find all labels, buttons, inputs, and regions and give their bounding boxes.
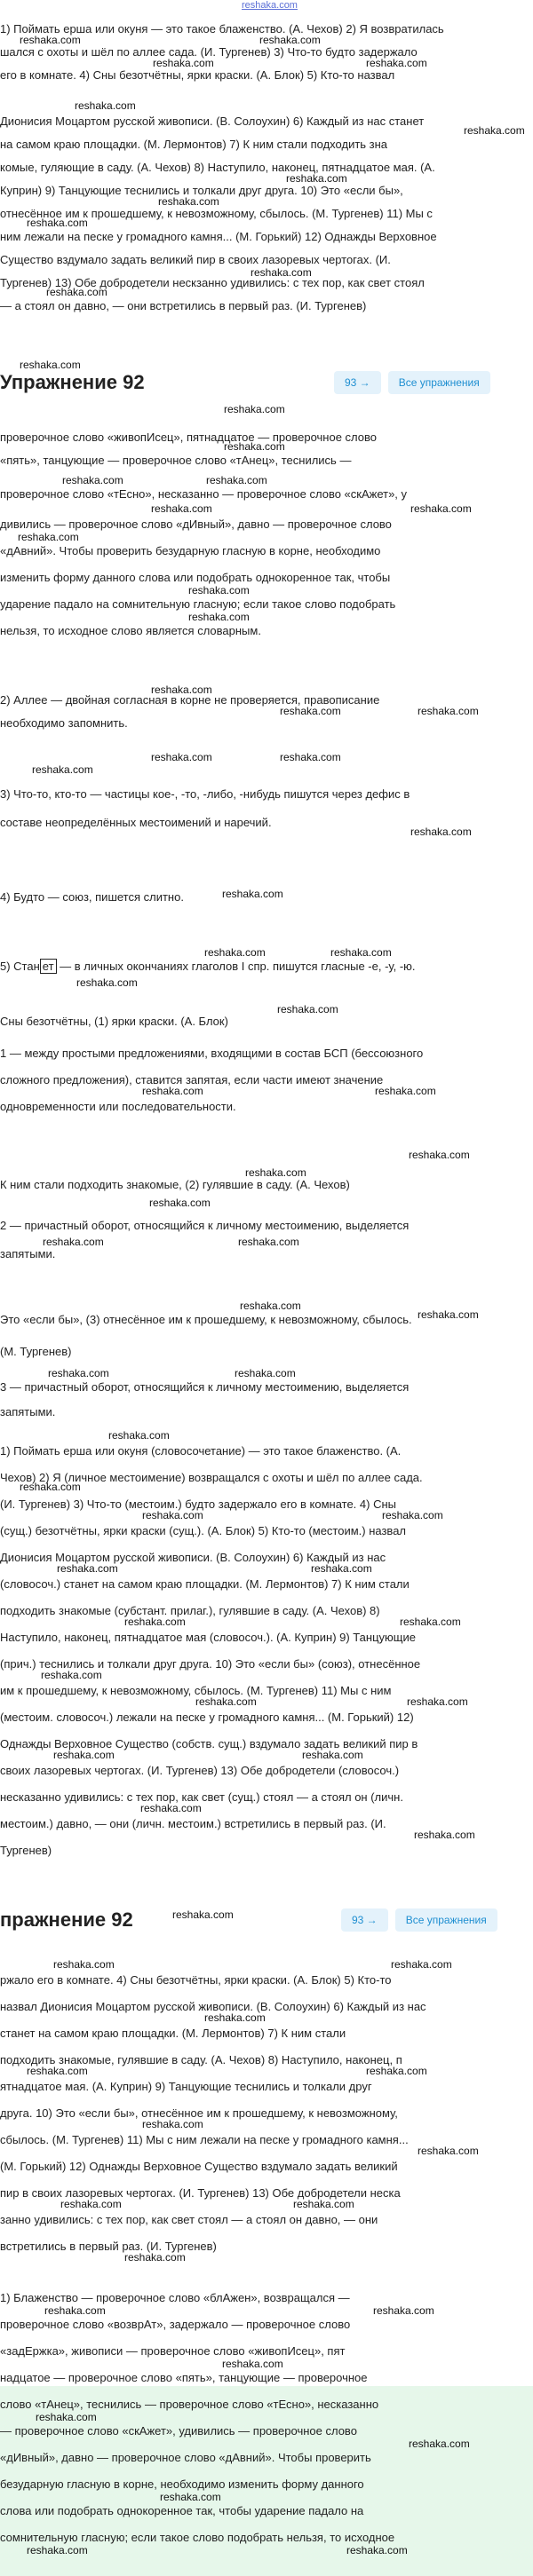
text-line: необходимо запомнить. [0,716,128,730]
text-line: отнесённое им к прошедшему, к невозможному, сбылось. (М. Тургенев) 11) Мы с [0,207,433,220]
watermark: reshaka.com [204,2011,266,2024]
watermark: reshaka.com [418,1308,479,1321]
text-line: одновременности или последовательности. [0,1100,236,1113]
text-line: 1) Поймать ерша или окуня — это такое блаженство. (А. Чехов) 2) Я возвратилась [0,22,444,36]
text-line: составе неопределённых местоимений и наречий. [0,816,272,829]
watermark: reshaka.com [224,440,285,453]
text-line: станет на самом краю площадки. (М. Лермонтов) 7) К ним стали [0,2027,346,2040]
watermark: reshaka.com [53,1749,115,1761]
ending-box: ет [40,959,57,974]
exercise-nav [334,371,490,394]
exercise-title: Упражнение 92 [0,371,145,393]
text-line: 1 — между простыми предложениями, входящими в состав БСП (бессоюзного [0,1047,424,1060]
watermark: reshaka.com [36,2411,97,2423]
watermark: reshaka.com [251,266,312,279]
text-line: проверочное слово «тЕсно», несказанно — проверочное слово «скАжет», у [0,487,408,501]
text-line: местоим.) давно, — они (личн. местоим.) встретились в первый раз. (И. [0,1817,386,1830]
text-line: дивились — проверочное слово «дИвный», давно — проверочное слово [0,518,392,531]
watermark: reshaka.com [32,763,93,776]
text-line: — проверочное слово «скАжет», удивились — проверочное слово [0,2424,357,2438]
text-line: — а стоял он давно, — они встретились в первый раз. (И. Тургенев) [0,299,367,312]
text-line: сомнительную гласную; если такое слово подобрать нельзя, то исходное [0,2531,395,2544]
text-line: (М. Тургенев) [0,1345,72,1358]
watermark: reshaka.com [20,359,81,371]
text-line: назвал Дионисия Моцартом русской живописи. (В. Солоухин) 6) Каждый из нас [0,2000,426,2013]
text-line: Тургенев) 13) Обе добродетели нескзанно удивились: с тех пор, как свет стоял [0,276,425,289]
text-line: Чехов) 2) Я (личное местоимение) возвращался с охоты и шёл по аллее сада. [0,1471,423,1484]
watermark: reshaka.com [142,2118,203,2130]
watermark: reshaka.com [330,946,392,959]
text-line: надцатое — проверочное слово «пять», танцующие — проверочное [0,2371,368,2384]
text-line: своих лазоревых чертогах. (И. Тургенев) 13) Обе добродетели (словосоч.) [0,1764,400,1777]
watermark: reshaka.com [188,611,250,623]
watermark: reshaka.com [382,1509,443,1521]
watermark: reshaka.com [172,1908,234,1921]
watermark: reshaka.com [142,1509,203,1521]
watermark: reshaka.com [75,99,136,112]
text-line: (местоим. словосоч.) лежали на песке у громадного камня... (М. Горький) 12) [0,1711,414,1724]
watermark: reshaka.com [222,2358,283,2370]
watermark: reshaka.com [20,34,81,46]
watermark: reshaka.com [62,474,123,486]
text-line: подходить знакомые (субстант. прилаг.), гулявшие в саду. (А. Чехов) 8) [0,1604,380,1617]
text-line: «пять», танцующие — проверочное слово «тАнец», теснились — [0,454,352,467]
text-line: занно удивились: с тех пор, как свет стоял — а стоял он давно, — они [0,2213,378,2226]
watermark: reshaka.com [280,751,341,763]
watermark: reshaka.com [140,1802,202,1814]
text-line: встретились в первый раз. (И. Тургенев) [0,2240,217,2253]
text-line: Существо вздумало задать великий пир в своих лазоревых чертогах. (И. [0,253,391,266]
watermark: reshaka.com [259,34,321,46]
text-line: 4) Будто — союз, пишется слитно. [0,890,184,904]
text-line: комые, гуляющие в саду. (А. Чехов) 8) Наступило, наконец, пятнадцатое мая. (А. [0,161,435,174]
watermark: reshaka.com [224,403,285,415]
text-line: (сущ.) безотчётны, ярки краски (сущ.). (А. Блок) 5) Кто-то (местоим.) назвал [0,1524,407,1537]
watermark: reshaka.com [153,57,214,69]
text-line: (словосоч.) станет на самом краю площадки. (М. Лермонтов) 7) К ним стали [0,1577,410,1591]
text-line: слова или подобрать однокоренное так, чтобы ударение падало на [0,2504,364,2517]
watermark: reshaka.com [27,2065,88,2077]
all-exercises-button[interactable]: Все упражнения [388,371,490,394]
next-exercise-button[interactable]: 93 → [334,371,381,394]
watermark: reshaka.com [375,1085,436,1097]
text-line: (прич.) теснились и толкали друг друга. 10) Это «если бы» (союз), отнесённое [0,1657,421,1671]
watermark: reshaka.com [400,1616,461,1628]
text-line: нельзя, то исходное слово является словарным. [0,624,261,637]
text-line: 1) Поймать ерша или окуня (словосочетание) — это такое блаженство. (А. [0,1444,402,1458]
text-line: Сны безотчётны, (1) ярки краски. (А. Блок) [0,1015,228,1028]
all-exercises-button[interactable]: Все упражнения [395,1908,497,1932]
watermark: reshaka.com [235,1367,296,1379]
watermark: reshaka.com [293,2198,354,2210]
watermark: reshaka.com [409,2438,470,2450]
text-line: 3) Что-то, кто-то — частицы кое-, -то, -либо, -нибудь пишутся через дефис в [0,787,410,801]
text-line: «дИвный», давно — проверочное слово «дАвний». Чтобы проверить [0,2451,371,2464]
watermark: reshaka.com [46,286,107,298]
text-line: (И. Тургенев) 3) Что-то (местоим.) будто задержало его в комнате. 4) Сны [0,1497,396,1511]
watermark: reshaka.com [409,1149,470,1161]
watermark: reshaka.com [124,2251,186,2264]
watermark: reshaka.com [44,2304,106,2317]
watermark: reshaka.com [407,1695,468,1708]
watermark: reshaka.com [373,2304,434,2317]
watermark: reshaka.com [302,1749,363,1761]
text-line: ятнадцатое мая. (А. Куприн) 9) Танцующие теснились и толкали друг [0,2080,372,2093]
text-line: Тургенев) [0,1844,52,1857]
text-line: 2 — причастный оборот, относящийся к личному местоимению, выделяется [0,1219,410,1232]
next-exercise-button[interactable]: 93 → [341,1908,388,1932]
watermark: reshaka.com [238,1236,299,1248]
watermark: reshaka.com [277,1003,338,1015]
text-line: друга. 10) Это «если бы», отнесённое им к прошедшему, к невозможному, [0,2106,398,2120]
watermark: reshaka.com [418,705,479,717]
text-line: сбылось. (М. Тургенев) 11) Мы с ним лежали на песке у громадного камня... [0,2133,409,2146]
text-line: Дионисия Моцартом русской живописи. (В. Солоухин) 6) Каждый из нас [0,1551,386,1564]
text-line: 3 — причастный оборот, относящийся к личному местоимению, выделяется [0,1380,410,1394]
text-line: запятыми. [0,1405,56,1418]
watermark: reshaka.com [158,195,219,208]
text-fragment: — в личных окончаниях глаголов I спр. пишутся гласные -е, -у, -ю. [56,960,416,973]
text-line: сложного предложения), ставится запятая, если части имеют значение [0,1073,384,1087]
watermark: reshaka.com [414,1829,475,1841]
text-line: Куприн) 9) Танцующие теснились и толкали друг друга. 10) Это «если бы», [0,184,403,197]
watermark: reshaka.com [391,1958,452,1971]
watermark: reshaka.com [27,217,88,229]
text-line: Дионисия Моцартом русской живописи. (В. Солоухин) 6) Каждый из нас станет [0,115,425,128]
watermark: reshaka.com [20,1481,81,1493]
watermark: reshaka.com [346,2544,408,2556]
text-line: Наступило, наконец, пятнадцатое мая (словосоч.). (А. Куприн) 9) Танцующие [0,1631,416,1644]
text-line: ним лежали на песке у громадного камня... (М. Горький) 12) Однажды Верховное [0,230,437,243]
watermark: reshaka.com [311,1562,372,1575]
text-line [0,959,416,975]
watermark: reshaka.com [418,2145,479,2157]
text-line: шался с охоты и шёл по аллее сада. (И. Тургенев) 3) Что-то будто задержало [0,45,418,59]
text-line: 1) Блаженство — проверочное слово «блАжен», возвращался — [0,2291,350,2304]
watermark: reshaka.com [204,946,266,959]
watermark: reshaka.com [280,705,341,717]
text-line: «дАвний». Чтобы проверить безударную гласную в корне, необходимо [0,544,381,557]
text-line: им к прошедшему, к невозможному, сбылось. (М. Тургенев) 11) Мы с ним [0,1684,392,1697]
watermark: reshaka.com [151,684,212,696]
text-line: изменить форму данного слова или подобрать однокоренное так, чтобы [0,571,391,584]
watermark: reshaka.com [188,584,250,597]
watermark: reshaka.com [41,1669,102,1681]
watermark: reshaka.com [245,1166,306,1179]
text-line: К ним стали подходить знакомые, (2) гулявшие в саду. (А. Чехов) [0,1178,350,1191]
watermark: reshaka.com [18,531,79,543]
site-link[interactable]: reshaka.com [242,0,298,11]
watermark: reshaka.com [410,502,472,515]
watermark: reshaka.com [43,1236,104,1248]
text-line: пир в своих лазоревых чертогах. (И. Тургенев) 13) Обе добродетели неска [0,2186,401,2200]
text-line: безударную гласную в корне, необходимо изменить форму данного [0,2477,364,2491]
text-line: подходить знакомые, гулявшие в саду. (А. Чехов) 8) Наступило, наконец, п [0,2053,402,2066]
text-line: несказанно удивились: с тех пор, как свет (сущ.) стоял — а стоял он (личн. [0,1790,403,1804]
watermark: reshaka.com [108,1429,170,1442]
text-line: «задЕржка», живописи — проверочное слово «живопИсец», пят [0,2344,346,2358]
watermark: reshaka.com [149,1197,211,1209]
watermark: reshaka.com [27,2544,88,2556]
text-line: Это «если бы», (3) отнесённое им к прошедшему, к невозможному, сбылось. [0,1313,412,1326]
text-line: Однажды Верховное Существо (собств. сущ.) вздумало задать великий пир в [0,1737,418,1750]
text-line: 2) Аллее — двойная согласная в корне не проверяется, правописание [0,693,380,707]
watermark: reshaka.com [240,1300,301,1312]
watermark: reshaka.com [160,2491,221,2503]
watermark: reshaka.com [366,57,427,69]
text-fragment: 5) Стан [0,960,40,973]
text-line: (М. Горький) 12) Однажды Верховное Существо вздумало задать великий [0,2160,398,2173]
watermark: reshaka.com [206,474,267,486]
watermark: reshaka.com [124,1616,186,1628]
text-line: проверочное слово «живопИсец», пятнадцатое — проверочное слово [0,431,377,444]
text-line: ударение падало на сомнительную гласную; если такое слово подобрать [0,597,396,611]
watermark: reshaka.com [76,976,138,989]
text-line: запятыми. [0,1247,56,1260]
watermark: reshaka.com [464,124,525,137]
text-line: ржало его в комнате. 4) Сны безотчётны, ярки краски. (А. Блок) 5) Кто-то [0,1973,392,1987]
text-line: на самом краю площадки. (М. Лермонтов) 7) К ним стали подходить зна [0,138,388,151]
watermark: reshaka.com [286,172,347,185]
watermark: reshaka.com [366,2065,427,2077]
text-line: проверочное слово «возврАт», задержало — проверочное слово [0,2318,351,2331]
watermark: reshaka.com [151,751,212,763]
exercise-title: пражнение 92 [0,1908,133,1931]
watermark: reshaka.com [48,1367,109,1379]
watermark: reshaka.com [410,826,472,838]
watermark: reshaka.com [57,1562,118,1575]
text-line: его в комнате. 4) Сны безотчётны, ярки краски. (А. Блок) 5) Кто-то назвал [0,68,395,82]
watermark: reshaka.com [222,888,283,900]
watermark: reshaka.com [195,1695,257,1708]
exercise-nav [341,1908,497,1932]
watermark: reshaka.com [60,2198,122,2210]
watermark: reshaka.com [142,1085,203,1097]
watermark: reshaka.com [53,1958,115,1971]
text-line: слово «тАнец», теснились — проверочное слово «тЕсно», несказанно [0,2398,379,2411]
watermark: reshaka.com [151,502,212,515]
